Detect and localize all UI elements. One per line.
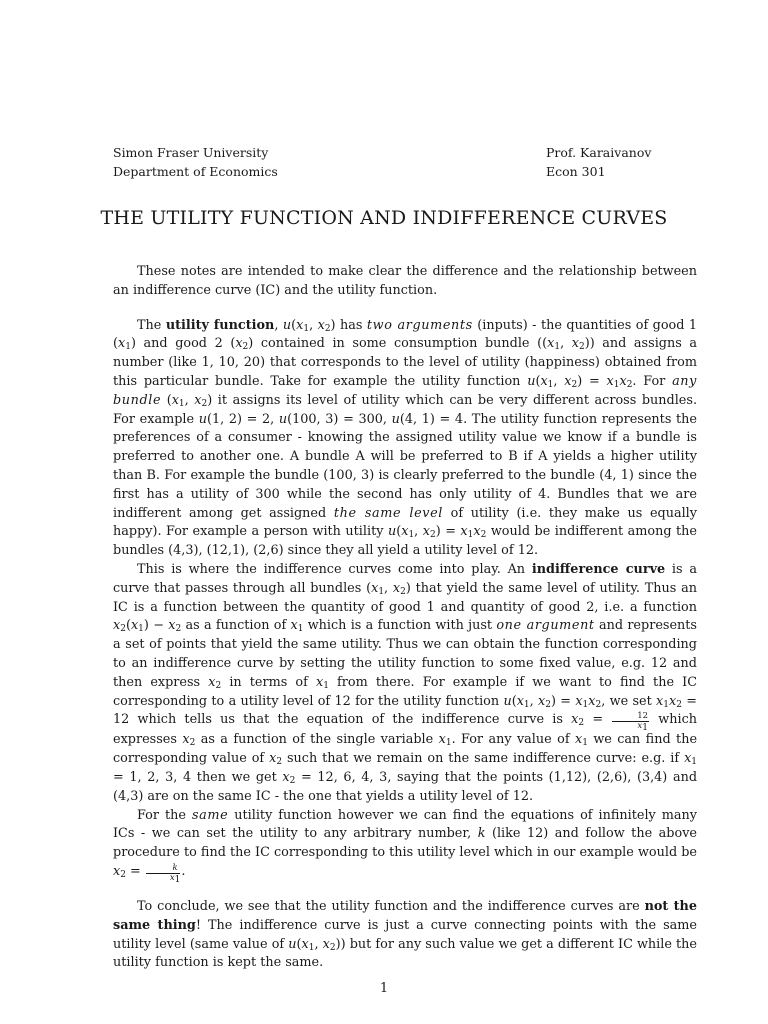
intro-paragraph: These notes are intended to make clear the difference and the relationship between an indifference curve (IC) and the utility function. — [113, 264, 697, 298]
ic-fraction: $\frac{12}{x_1}$ — [612, 712, 649, 731]
two-arguments-emphasis: two arguments — [366, 317, 473, 333]
course-code: Econ 301 — [546, 164, 606, 179]
indifference-curve-term: indifference curve — [531, 561, 666, 577]
same-emphasis: same — [191, 807, 229, 823]
utility-function-paragraph: The utility function, $u(x_1$, $x_2$) has two arguments (inputs) - the quantities of good 1 $(x_1)$ and good 2 $(x_2)$ contained in some consumption bundle (($x_1$, $x_2$)) and assigns a number (like 1, 10, 20) that corresponds to the level of utility (happiness) obtained from this particular bundle. Take for example the utility function $u(x_1$, $x_2) = x_1x_2$. For any bundle ($x_1$, $x_2$) it assigns its level of utility which can be very different across bundles. For example u(1, 2) = 2, u(100, 3) = 300, u(4, 1) = 4. The utility function represents the preferences of a consumer - knowing the assigned utility value we know if a bundle is preferred to another one. A bundle A will be preferred to B if A yields a higher utility than B. For example the bundle (100, 3) is clearly preferred to the bundle (4, 1) since the first has a utility of 300 while the second has only utility of 4. Bundles that we are indifferent among get assigned the same level of utility (i.e. they make us equally happy). For example a person with utility $u(x_1$, $x_2) = x_1x_2$ would be indifferent among the bundles (4,3), (12,1), (2,6) since they all yield a utility level of 12. — [113, 317, 698, 559]
university-name: Simon Fraser University — [113, 145, 269, 160]
k-variable: k — [477, 826, 486, 842]
professor-name: Prof. Karaivanov — [546, 145, 652, 160]
conclusion-paragraph: To conclude, we see that the utility function and the indifference curves are not the same thing! The indifference curve is just a curve connecting points with the same utility level (same value of $u(x_1$, $x_2$)) but for any such value we get a different IC while the utility function is kept the same. — [113, 898, 698, 971]
not-the-same-term: not the same thing — [113, 898, 697, 933]
document-body — [113, 263, 697, 973]
document-title: THE UTILITY FUNCTION AND INDIFFERENCE CURVES — [100, 207, 668, 229]
many-ics-paragraph: For the same utility function however we can find the equations of infinitely many ICs - we can set the utility to any arbitrary number, k (like 12) and follow the above procedure to find the IC corresponding to this utility level which in our example would be $x_2$ = $\frac{k}{x_1}$ . — [113, 807, 697, 885]
department-name: Department of Economics — [113, 164, 278, 179]
indifference-curve-paragraph: This is where the indifference curves come into play. An indifference curve is a curve that passes through all bundles ($x_1$, $x_2$) that yield the same level of utility. Thus an IC is a function between the quantity of good 1 and quantity of good 2, i.e. a function $x_2(x_1) - x_2$ as a function of $x_1$ which is a function with just one argument and represents a set of points that yield the same utility. Thus we can obtain the function corresponding to an indifference curve by setting the utility function to some fixed value, e.g. 12 and then express $x_2$ in terms of $x_1$ from there. For example if we want to find the IC corresponding to a utility level of 12 for the utility function $u(x_1$, $x_2) = x_1x_2$, we set $x_1x_2 = 12$ which tells us that the equation of the indifference curve is $x_2$ = $\frac{12}{x_1}$ which expresses $x_2$ as a function of the single variable $x_1$. For any value of $x_1$ we can find the corresponding value of $x_2$ such that we remain on the same indifference curve: e.g. if $x_1 = 1$, 2, 3, 4 then we get $x_2 = 12$, 6, 4, 3, saying that the points (1,12), (2,6), (3,4) and (4,3) are on the same IC - the one that yields a utility level of 12. — [113, 561, 698, 804]
same-level-emphasis: the same level — [333, 505, 443, 521]
any-bundle-emphasis: any bundle — [113, 373, 697, 408]
k-fraction: $\frac{k}{x_1}$ — [146, 864, 181, 883]
document-header — [113, 143, 658, 181]
page-number: 1 — [379, 981, 389, 996]
one-argument-emphasis: one argument — [496, 618, 595, 634]
utility-function-term: utility function — [165, 317, 275, 333]
